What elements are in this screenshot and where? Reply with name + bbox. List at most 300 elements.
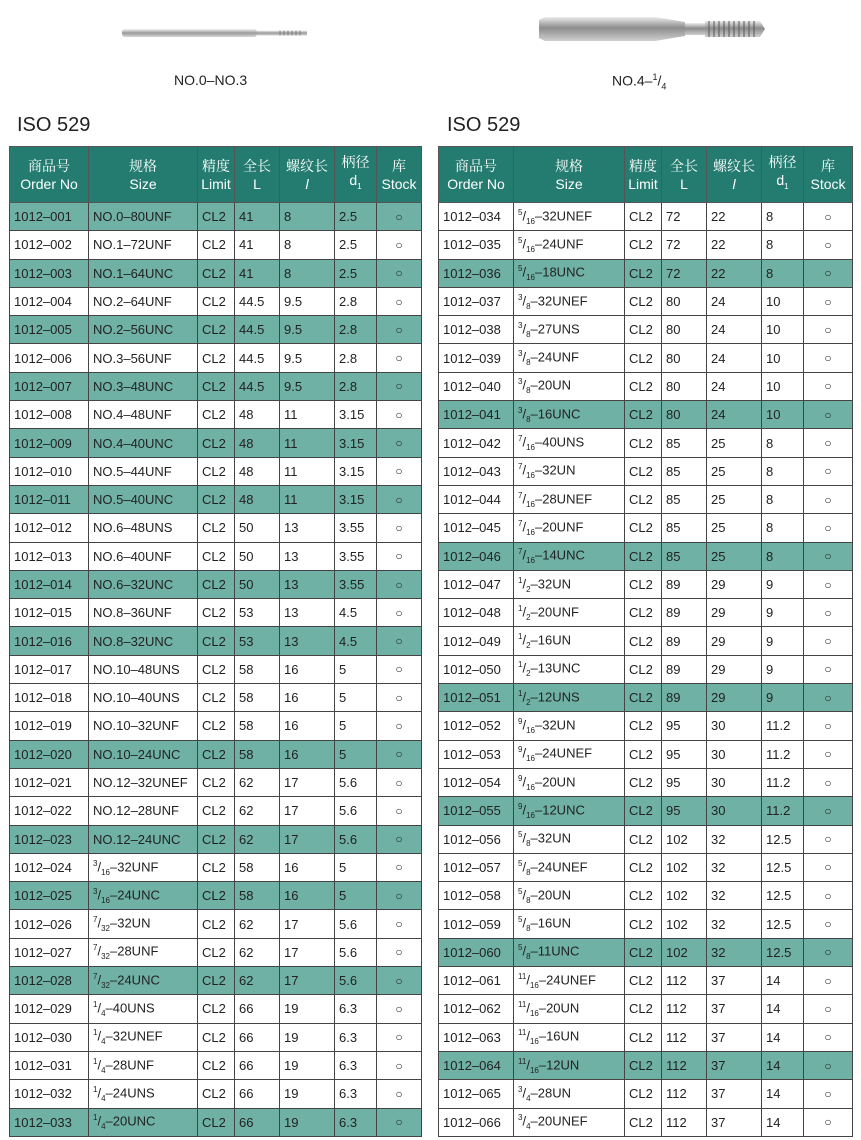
order-no-cell: 1012–063: [439, 1023, 514, 1051]
size-text: –20UNEF: [530, 1113, 588, 1129]
length-cell: 89: [662, 570, 707, 598]
order-no-cell: 1012–051: [439, 684, 514, 712]
length-cell: 80: [662, 287, 707, 315]
size-cell: $^5/_8-20UN$: [514, 882, 625, 910]
length-cell: 44.5: [235, 372, 280, 400]
table-row: [10, 1051, 422, 1079]
stock-cell: ○: [377, 344, 422, 372]
shank-diameter-cell: 8: [762, 485, 804, 513]
stock-cell: ○: [804, 882, 853, 910]
limit-cell: CL2: [625, 768, 662, 796]
limit-cell: CL2: [625, 1051, 662, 1079]
shank-diameter-cell: 14: [762, 1080, 804, 1108]
length-cell: 89: [662, 684, 707, 712]
size-fraction-denominator: 32: [101, 980, 110, 990]
length-cell: 112: [662, 1080, 707, 1108]
stock-cell: ○: [804, 344, 853, 372]
table-row: [10, 684, 422, 712]
table-row: [439, 401, 853, 429]
order-no-cell: 1012–048: [439, 599, 514, 627]
order-no-cell: 1012–024: [10, 853, 89, 881]
size-fraction-denominator: 2: [526, 612, 531, 622]
size-cell: $^7/_{32}-32UN$: [89, 910, 198, 938]
length-cell: 112: [662, 1108, 707, 1136]
size-cell: $^5/_8-11UNC$: [514, 938, 625, 966]
size-fraction-denominator: 16: [526, 499, 535, 509]
order-no-cell: 1012–004: [10, 287, 89, 315]
table-row: [10, 542, 422, 570]
large-tap-caption-prefix: NO.4–: [612, 72, 653, 89]
size-text: NO.0–80UNF: [93, 209, 172, 225]
size-fraction-denominator: 4: [101, 1065, 106, 1075]
size-text: NO.3–48UNC: [93, 378, 174, 394]
order-no-cell: 1012–005: [10, 316, 89, 344]
length-cell: 66: [235, 1080, 280, 1108]
size-fraction-numerator: 5: [518, 830, 523, 840]
stock-cell: ○: [377, 967, 422, 995]
limit-cell: CL2: [198, 344, 235, 372]
thread-length-cell: 37: [707, 995, 762, 1023]
limit-cell: CL2: [625, 457, 662, 485]
order-no-cell: 1012–046: [439, 542, 514, 570]
shank-diameter-header: [762, 147, 804, 203]
size-cell: [89, 825, 198, 853]
size-cell: [89, 316, 198, 344]
thread-length-cell: 13: [280, 599, 335, 627]
table-row: [10, 401, 422, 429]
size-en-label: Size: [555, 175, 583, 192]
limit-cell: CL2: [625, 967, 662, 995]
shank-diameter-cell: 10: [762, 316, 804, 344]
size-text: NO.6–48UNS: [93, 520, 173, 536]
shank-diameter-cell: 9: [762, 627, 804, 655]
thread-length-cell: 16: [280, 655, 335, 683]
table-row: [10, 938, 422, 966]
length-cell: 44.5: [235, 287, 280, 315]
order-no-cell: 1012–059: [439, 910, 514, 938]
size-fraction-numerator: 1: [518, 688, 523, 698]
size-fraction-denominator: 16: [529, 980, 539, 990]
limit-cell: CL2: [625, 429, 662, 457]
table-row: [10, 825, 422, 853]
shank-symbol: d: [776, 172, 785, 189]
stock-cell: ○: [377, 514, 422, 542]
thread-length-cell: 37: [707, 1080, 762, 1108]
size-cell: $^5/_{16}-18UNC$: [514, 259, 625, 287]
limit-cell: CL2: [198, 712, 235, 740]
limit-cell: CL2: [198, 259, 235, 287]
size-text: –28UNF: [105, 1056, 154, 1072]
length-cn-label: 全长: [670, 157, 698, 174]
shank-diameter-cell: 10: [762, 401, 804, 429]
size-cell: $^3/_4-20UNEF$: [514, 1108, 625, 1136]
limit-cn-label: 精度: [202, 157, 230, 174]
limit-cell: CL2: [625, 344, 662, 372]
size-text: NO.6–40UNF: [93, 548, 172, 564]
limit-cell: CL2: [625, 910, 662, 938]
limit-cell: CL2: [198, 797, 235, 825]
size-fraction-numerator: 1: [93, 1056, 98, 1066]
stock-cell: ○: [377, 599, 422, 627]
size-text: –20UN: [530, 377, 571, 393]
thread-length-cell: 16: [280, 684, 335, 712]
stock-cell: ○: [377, 1080, 422, 1108]
limit-cell: CL2: [198, 938, 235, 966]
thread-length-cell: 22: [707, 203, 762, 231]
size-fraction-denominator: 16: [526, 273, 535, 283]
size-cell: [89, 570, 198, 598]
size-text: –24UNEF: [538, 972, 596, 988]
stock-cell: ○: [377, 372, 422, 400]
order-no-cell: 1012–003: [10, 259, 89, 287]
order-no-cell: 1012–056: [439, 825, 514, 853]
thread-length-cell: 29: [707, 655, 762, 683]
limit-cell: CL2: [198, 882, 235, 910]
order-no-cell: 1012–037: [439, 287, 514, 315]
length-cell: 112: [662, 1051, 707, 1079]
shank-diameter-cell: 5.6: [335, 910, 377, 938]
length-cell: 95: [662, 768, 707, 796]
size-cell: $^5/_8-16UN$: [514, 910, 625, 938]
limit-cell: CL2: [198, 599, 235, 627]
size-fraction-denominator: 32: [101, 952, 110, 962]
limit-cell: CL2: [198, 429, 235, 457]
stock-cell: ○: [377, 797, 422, 825]
shank-diameter-cell: 2.5: [335, 231, 377, 259]
size-fraction-denominator: 8: [526, 867, 531, 877]
table-row: [10, 231, 422, 259]
table-row: [439, 967, 853, 995]
size-cell: [89, 684, 198, 712]
limit-cell: CL2: [198, 316, 235, 344]
limit-cell: CL2: [198, 514, 235, 542]
size-fraction-denominator: 16: [526, 754, 535, 764]
length-cell: 53: [235, 627, 280, 655]
size-cell: $^9/_{16}-32UN$: [514, 712, 625, 740]
order-no-cell: 1012–052: [439, 712, 514, 740]
size-fraction-denominator: 16: [526, 527, 535, 537]
thread-length-cell: 29: [707, 599, 762, 627]
order-no-cell: 1012–064: [439, 1051, 514, 1079]
shank-diameter-cell: 6.3: [335, 1080, 377, 1108]
thread-length-cell: 19: [280, 1080, 335, 1108]
length-cell: 44.5: [235, 344, 280, 372]
thread-length-cell: 25: [707, 429, 762, 457]
table-row: [10, 995, 422, 1023]
order-no-cell: 1012–002: [10, 231, 89, 259]
table-row: [10, 627, 422, 655]
shank-diameter-cell: 4.5: [335, 627, 377, 655]
table-row: [10, 797, 422, 825]
stock-cell: ○: [377, 655, 422, 683]
table-row: [10, 570, 422, 598]
size-cell: [89, 542, 198, 570]
shank-diameter-cell: 2.5: [335, 259, 377, 287]
thread-length-cell: 9.5: [280, 287, 335, 315]
stock-cell: ○: [377, 1023, 422, 1051]
table-row: [10, 259, 422, 287]
order-no-cell: 1012–040: [439, 372, 514, 400]
thread-en-label: l: [305, 175, 309, 192]
size-fraction-numerator: 1: [93, 1000, 98, 1009]
size-text: –20UNC: [105, 1113, 156, 1129]
limit-cell: CL2: [625, 797, 662, 825]
length-cell: 66: [235, 1108, 280, 1136]
size-fraction-numerator: 9: [518, 773, 523, 783]
length-cell: 66: [235, 1023, 280, 1051]
size-fraction-denominator: 4: [101, 1122, 106, 1132]
order-no-cell: 1012–047: [439, 570, 514, 598]
thread-length-cell: 24: [707, 344, 762, 372]
stock-cell: ○: [804, 740, 853, 768]
stock-cell: ○: [804, 570, 853, 598]
stock-cell: ○: [804, 712, 853, 740]
table-row: [10, 655, 422, 683]
order-no-cell: 1012–036: [439, 259, 514, 287]
thread-length-cell: 9.5: [280, 316, 335, 344]
length-header: [235, 147, 280, 203]
size-cell: $^{11}/_{16}-12UN$: [514, 1051, 625, 1079]
thread-length-cell: 16: [280, 853, 335, 881]
shank-diameter-cell: 10: [762, 372, 804, 400]
size-cell: $^9/_{16}-12UNC$: [514, 797, 625, 825]
table-row: [10, 768, 422, 796]
table-row: [439, 316, 853, 344]
order-no-cell: 1012–026: [10, 910, 89, 938]
stock-cell: ○: [804, 1108, 853, 1136]
size-cell: $^7/_{16}-32UN$: [514, 457, 625, 485]
size-text: –24UNC: [109, 972, 160, 988]
length-cell: 62: [235, 768, 280, 796]
limit-cell: CL2: [625, 825, 662, 853]
size-cn-label: 规格: [129, 157, 157, 174]
size-fraction-denominator: 16: [101, 867, 110, 877]
size-text: –28UN: [530, 1085, 571, 1101]
shank-en-label: [335, 171, 376, 196]
limit-cell: CL2: [625, 1080, 662, 1108]
limit-cell: CL2: [198, 740, 235, 768]
thread-length-cell: 25: [707, 457, 762, 485]
size-fraction-numerator: 11: [518, 1056, 527, 1066]
thread-cn-label: 螺纹长: [286, 157, 328, 174]
order-no-cell: 1012–038: [439, 316, 514, 344]
order-no-cell: 1012–045: [439, 514, 514, 542]
size-en-label: Size: [129, 175, 157, 192]
stock-cell: ○: [804, 627, 853, 655]
table-row: [439, 514, 853, 542]
size-cell: $^7/_{32}-28UNF$: [89, 938, 198, 966]
shank-diameter-cell: 11.2: [762, 712, 804, 740]
shank-diameter-cell: 2.5: [335, 203, 377, 231]
size-text: NO.8–32UNC: [93, 633, 174, 649]
length-cell: 85: [662, 514, 707, 542]
length-cell: 62: [235, 825, 280, 853]
limit-cell: CL2: [625, 1108, 662, 1136]
limit-cell: CL2: [198, 825, 235, 853]
stock-cell: ○: [804, 429, 853, 457]
size-text: NO.2–56UNC: [93, 322, 174, 338]
shank-diameter-cell: 14: [762, 1108, 804, 1136]
limit-cell: CL2: [625, 231, 662, 259]
size-cell: $^1/_2-13UNC$: [514, 655, 625, 683]
size-text: –12UN: [538, 1056, 580, 1072]
right-standard-title: ISO 529: [447, 114, 521, 136]
size-cell: $^1/_2-12UNS$: [514, 684, 625, 712]
stock-cell: ○: [804, 1080, 853, 1108]
length-en-label: L: [253, 175, 261, 192]
length-cell: 85: [662, 485, 707, 513]
size-fraction-denominator: 4: [101, 1008, 106, 1018]
stock-cell: ○: [804, 316, 853, 344]
size-fraction-numerator: 11: [518, 971, 527, 981]
thread-length-cell: 17: [280, 825, 335, 853]
order-no-cell: 1012–028: [10, 967, 89, 995]
shank-subscript: 1: [784, 181, 789, 191]
length-cell: 112: [662, 967, 707, 995]
thread-length-cell: 24: [707, 316, 762, 344]
thread-length-cell: 13: [280, 570, 335, 598]
thread-length-cell: 13: [280, 514, 335, 542]
size-fraction-numerator: 7: [93, 943, 98, 953]
size-cell: $^9/_{16}-24UNEF$: [514, 740, 625, 768]
table-row: [10, 1108, 422, 1136]
stock-cell: ○: [804, 485, 853, 513]
thread-length-cell: 13: [280, 542, 335, 570]
size-fraction-denominator: 16: [526, 782, 535, 792]
size-text: –14UNC: [534, 547, 585, 563]
stock-cell: ○: [804, 259, 853, 287]
size-cell: [89, 768, 198, 796]
length-cell: 72: [662, 203, 707, 231]
shank-diameter-cell: 8: [762, 231, 804, 259]
shank-diameter-cell: 12.5: [762, 910, 804, 938]
order-no-cell: 1012–022: [10, 797, 89, 825]
shank-diameter-cell: 14: [762, 1051, 804, 1079]
limit-cell: CL2: [625, 542, 662, 570]
stock-cell: ○: [804, 542, 853, 570]
stock-cell: ○: [804, 457, 853, 485]
order-no-cell: 1012–015: [10, 599, 89, 627]
size-text: –27UNS: [530, 321, 580, 337]
size-cell: $^1/_2-20UNF$: [514, 599, 625, 627]
length-cell: 80: [662, 401, 707, 429]
length-cell: 48: [235, 401, 280, 429]
size-text: NO.1–72UNF: [93, 237, 172, 253]
table-header-row: [10, 147, 422, 203]
size-fraction-numerator: 3: [93, 886, 98, 896]
limit-cell: CL2: [198, 910, 235, 938]
size-text: –16UNC: [530, 406, 581, 422]
stock-cell: ○: [377, 203, 422, 231]
limit-cell: CL2: [625, 316, 662, 344]
stock-cell: ○: [804, 938, 853, 966]
order-no-cell: 1012–001: [10, 203, 89, 231]
shank-diameter-cell: 9: [762, 684, 804, 712]
stock-cell: ○: [804, 372, 853, 400]
size-text: –32UNEF: [534, 208, 593, 224]
size-fraction-numerator: 3: [518, 1084, 523, 1094]
limit-cell: CL2: [198, 457, 235, 485]
length-cell: 102: [662, 938, 707, 966]
shank-diameter-cell: 2.8: [335, 344, 377, 372]
table-row: [439, 570, 853, 598]
table-row: [10, 287, 422, 315]
size-cell: [89, 797, 198, 825]
order-no-cell: 1012–058: [439, 882, 514, 910]
shank-diameter-cell: 5.6: [335, 825, 377, 853]
size-fraction-denominator: 8: [526, 358, 531, 368]
stock-cell: ○: [804, 768, 853, 796]
stock-cell: ○: [377, 995, 422, 1023]
limit-cell: CL2: [198, 768, 235, 796]
table-row: [439, 1080, 853, 1108]
large-tap-image: [535, 14, 767, 44]
size-fraction-denominator: 2: [526, 584, 531, 594]
order-no-cell: 1012–034: [439, 203, 514, 231]
stock-cell: ○: [377, 712, 422, 740]
table-row: [439, 938, 853, 966]
thread-length-cell: 19: [280, 1051, 335, 1079]
limit-cell: CL2: [198, 203, 235, 231]
size-text: NO.5–44UNF: [93, 463, 172, 479]
order-no-cell: 1012–011: [10, 485, 89, 513]
stock-cell: ○: [377, 627, 422, 655]
thread-length-cell: 11: [280, 401, 335, 429]
shank-diameter-cell: 5: [335, 853, 377, 881]
size-cell: $^3/_{16}-24UNC$: [89, 882, 198, 910]
thread-length-cell: 19: [280, 995, 335, 1023]
length-cell: 58: [235, 684, 280, 712]
shank-diameter-cell: 5.6: [335, 967, 377, 995]
thread-length-cell: 37: [707, 1023, 762, 1051]
length-cell: 85: [662, 429, 707, 457]
stock-cell: ○: [377, 684, 422, 712]
stock-cell: ○: [804, 825, 853, 853]
order-no-cell: 1012–010: [10, 457, 89, 485]
order-no-cell: 1012–060: [439, 938, 514, 966]
shank-diameter-cell: 3.15: [335, 485, 377, 513]
table-row: [439, 853, 853, 881]
table-row: [439, 287, 853, 315]
limit-cell: CL2: [198, 1108, 235, 1136]
length-cell: 85: [662, 542, 707, 570]
shank-diameter-cell: 3.15: [335, 401, 377, 429]
length-cell: 62: [235, 938, 280, 966]
length-cell: 102: [662, 825, 707, 853]
size-text: –28UNEF: [534, 490, 593, 506]
size-text: –16UN: [538, 1028, 580, 1044]
stock-cell: ○: [377, 542, 422, 570]
length-cell: 58: [235, 882, 280, 910]
size-text: –32UN: [109, 915, 151, 931]
thread-length-cell: 16: [280, 740, 335, 768]
size-fraction-numerator: 1: [518, 575, 523, 585]
order-no-cell: 1012–066: [439, 1108, 514, 1136]
shank-symbol: d: [349, 172, 358, 189]
limit-cell: CL2: [625, 372, 662, 400]
thread-length-cell: 32: [707, 910, 762, 938]
size-fraction-denominator: 32: [101, 924, 110, 934]
thread-length-cell: 17: [280, 910, 335, 938]
limit-cell: CL2: [198, 401, 235, 429]
size-fraction-numerator: 1: [93, 1084, 98, 1094]
length-cell: 95: [662, 712, 707, 740]
length-cell: 58: [235, 740, 280, 768]
shank-diameter-cell: 5: [335, 684, 377, 712]
limit-en-label: Limit: [201, 175, 231, 192]
size-fraction-denominator: 4: [101, 1037, 106, 1047]
size-cell: $^1/_4-20UNC$: [89, 1108, 198, 1136]
